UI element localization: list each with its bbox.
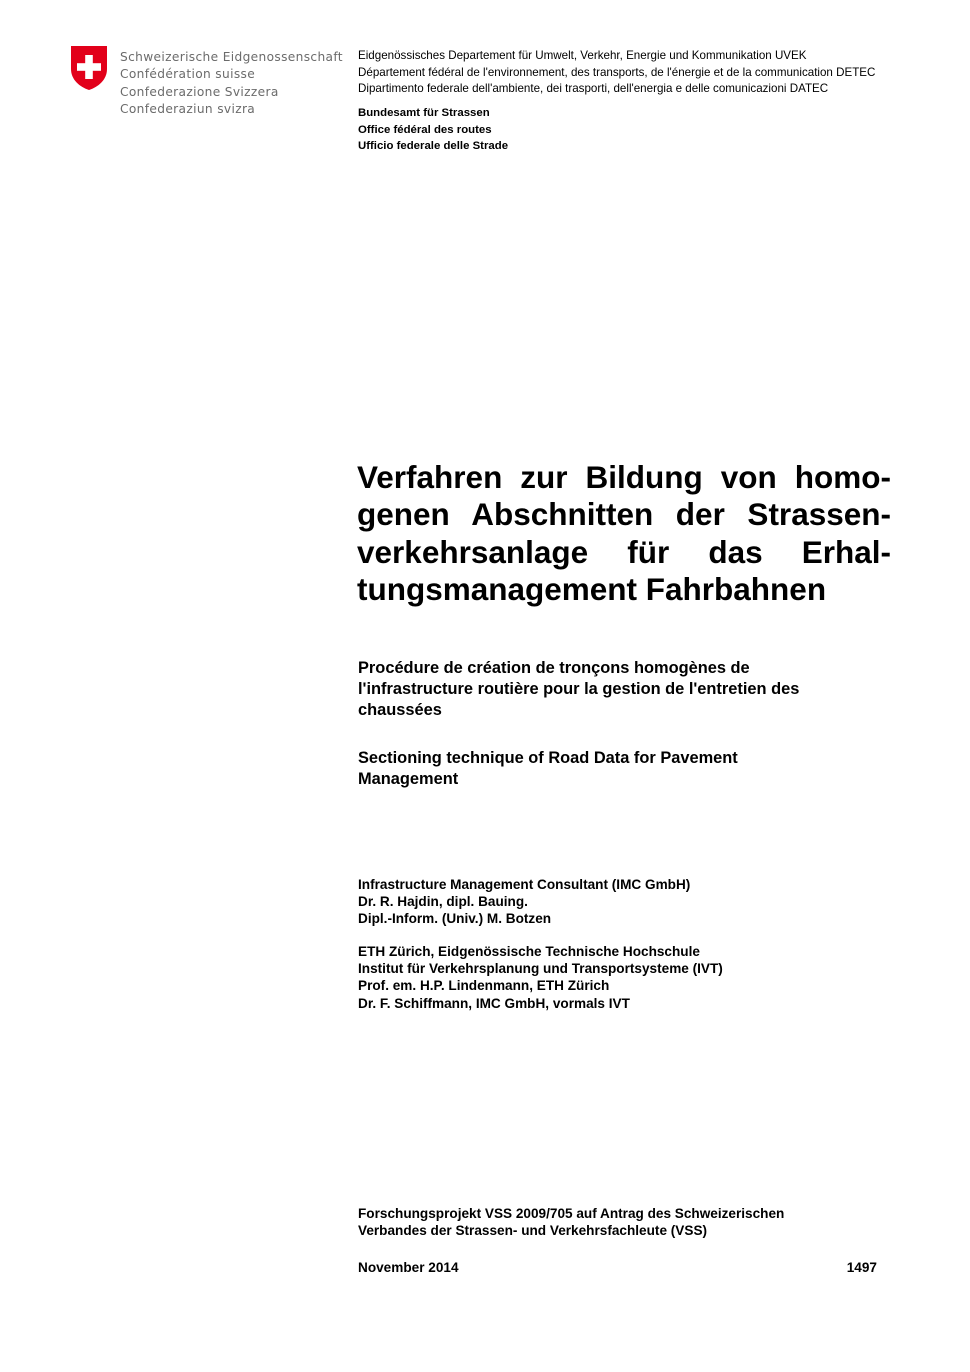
office-name-de: Bundesamt für Strassen xyxy=(358,107,490,119)
title-line: Verfahren zur Bildung von homo- xyxy=(357,459,891,495)
authors-block xyxy=(358,876,918,1012)
subtitle-line: chaussées xyxy=(358,700,442,719)
spacer xyxy=(358,927,918,943)
department-names xyxy=(358,48,948,98)
author-line: Dr. R. Hajdin, dipl. Bauing. xyxy=(358,894,528,910)
department-name-it: Dipartimento federale dell'ambiente, dei trasporti, dell'energia e delle comunicazioni DATEC xyxy=(358,82,829,96)
subtitle-line: Sectioning technique of Road Data for Pavement xyxy=(358,749,738,767)
office-name-fr: Office fédéral des routes xyxy=(358,123,492,136)
author-line: Dr. F. Schiffmann, IMC GmbH, vormals IVT xyxy=(358,995,630,1011)
subtitle-line: Procédure de création de tronçons homogènes de xyxy=(358,659,750,677)
author-line: Institut für Verkehrsplanung und Transportsysteme (IVT) xyxy=(358,961,723,977)
confederation-names xyxy=(120,49,360,119)
subtitle-english xyxy=(358,748,918,790)
title-line: verkehrsanlage für das Erhal- xyxy=(357,533,891,570)
confederation-name-de: Schweizerische Eidgenossenschaft xyxy=(120,50,343,64)
title-line: genen Abschnitten der Strassen- xyxy=(357,496,891,533)
confederation-name-fr: Confédération suisse xyxy=(120,67,256,82)
project-info xyxy=(358,1205,918,1240)
confederation-name-rm: Confederaziun svizra xyxy=(120,102,256,117)
project-line: Verbandes der Strassen- und Verkehrsfachleute (VSS) xyxy=(358,1223,708,1239)
subtitle-line: l'infrastructure routière pour la gestion de l'entretien des xyxy=(358,679,800,698)
report-number: 1497 xyxy=(846,1260,877,1275)
subtitle-french xyxy=(358,658,918,720)
office-name-it: Ufficio federale delle Strade xyxy=(358,140,509,153)
subtitle-line: Management xyxy=(358,769,459,788)
author-line: ETH Zürich, Eidgenössische Technische Hochschule xyxy=(358,944,700,960)
department-name-de: Eidgenössisches Departement für Umwelt, Verkehr, Energie und Kommunikation UVEK xyxy=(358,49,807,62)
department-name-fr: Département fédéral de l'environnement, des transports, de l'énergie et de la communication DETEC xyxy=(358,65,876,79)
project-line: Forschungsprojekt VSS 2009/705 auf Antrag des Schweizerischen xyxy=(358,1206,785,1221)
author-line: Infrastructure Management Consultant (IMC GmbH) xyxy=(358,877,691,892)
swiss-shield-icon xyxy=(70,45,108,91)
confederation-name-it: Confederazione Svizzera xyxy=(120,84,279,99)
title-line: tungsmanagement Fahrbahnen xyxy=(357,571,827,608)
office-names xyxy=(358,105,508,155)
publication-date: November 2014 xyxy=(358,1260,459,1275)
author-line: Prof. em. H.P. Lindenmann, ETH Zürich xyxy=(358,978,610,994)
author-line: Dipl.-Inform. (Univ.) M. Botzen xyxy=(358,911,552,927)
report-title xyxy=(357,459,891,609)
